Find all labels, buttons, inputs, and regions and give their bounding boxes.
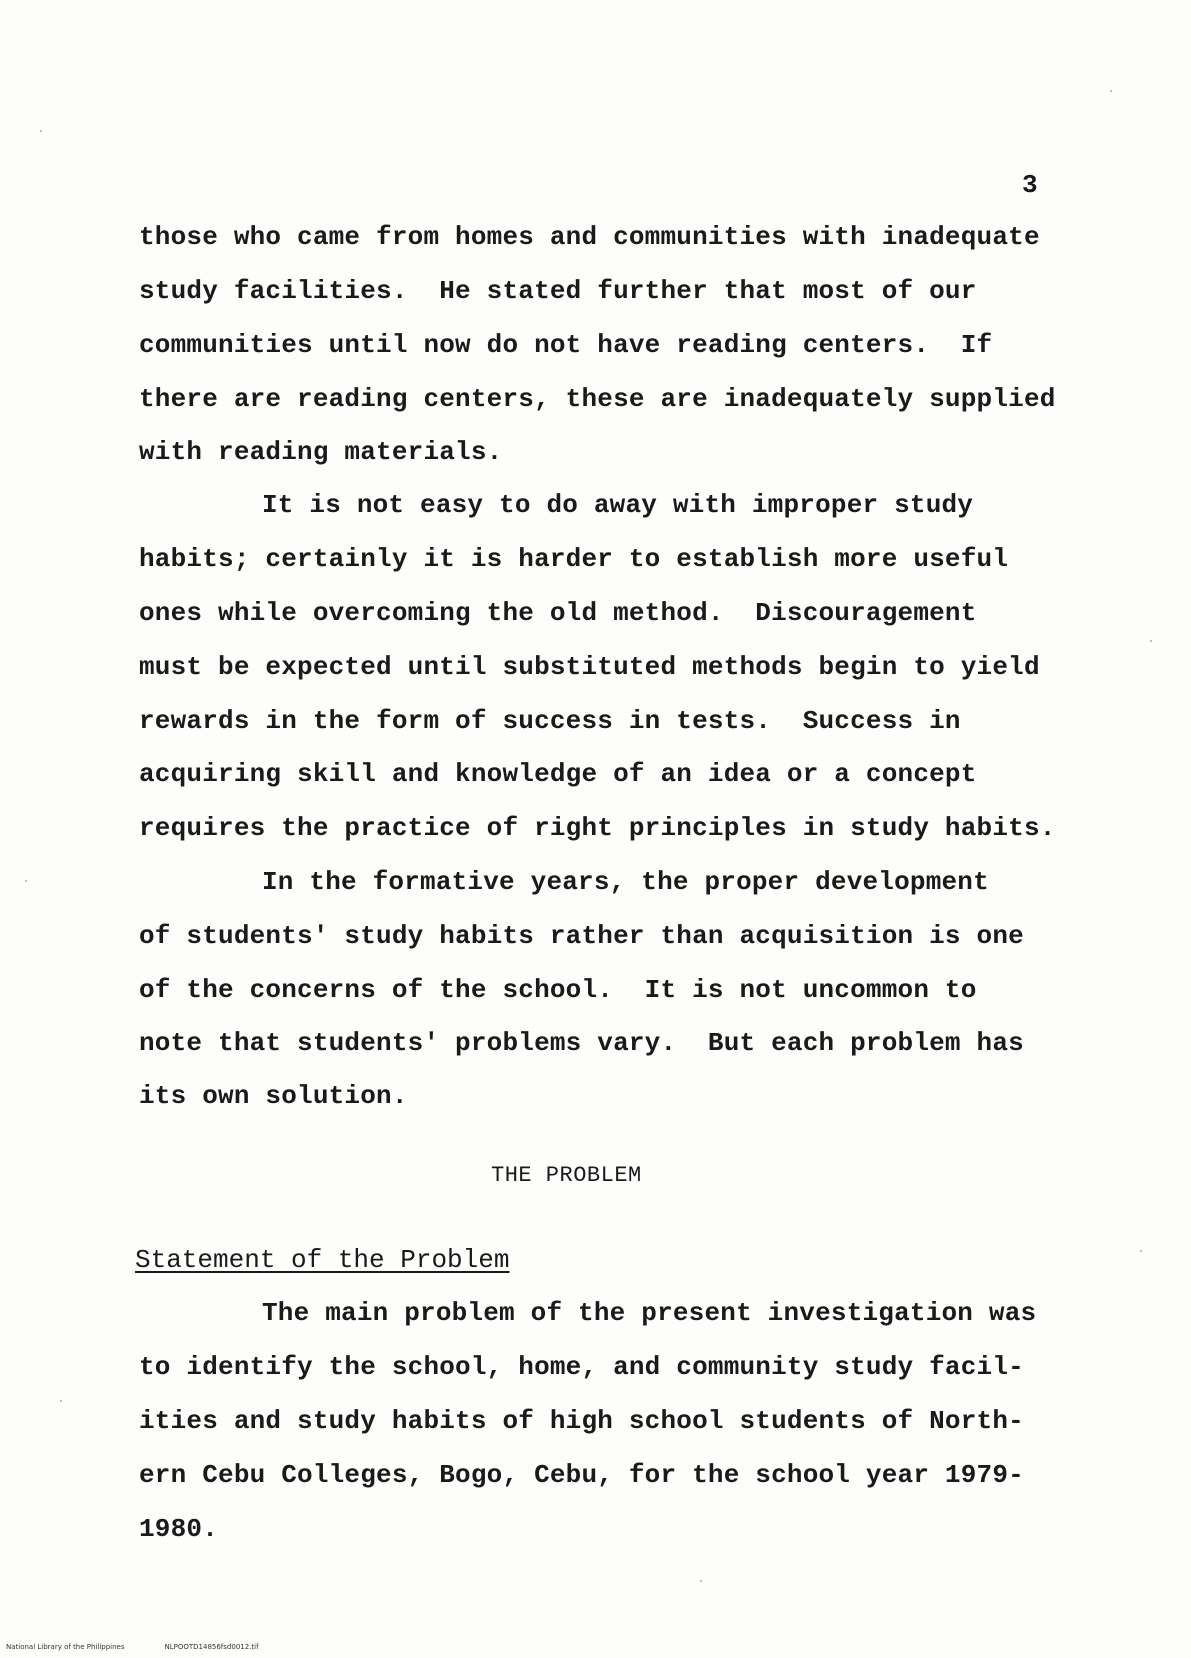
paragraph-2-line: must be expected until substituted methods begin to yield: [139, 652, 1040, 682]
paragraph-2-line: It is not easy to do away with improper study: [262, 490, 974, 520]
scan-speck: [700, 1580, 702, 1582]
paragraph-1-line: communities until now do not have reading centers. If: [139, 330, 993, 360]
paragraph-3-line: In the formative years, the proper development: [262, 867, 989, 897]
scan-speck: [25, 880, 27, 882]
paragraph-4-line: to identify the school, home, and community study facil-: [139, 1352, 1024, 1382]
paragraph-3-line: note that students' problems vary. But each problem has: [139, 1028, 1024, 1058]
paragraph-1-line: those who came from homes and communities with inadequate: [139, 222, 1040, 252]
paragraph-1-line: there are reading centers, these are inadequately supplied: [139, 384, 1056, 414]
scan-speck: [1110, 90, 1112, 92]
paragraph-4-line: ern Cebu Colleges, Bogo, Cebu, for the school year 1979-: [139, 1460, 1024, 1490]
paragraph-2-line: rewards in the form of success in tests. Success in: [139, 706, 961, 736]
paragraph-2-line: habits; certainly it is harder to establish more useful: [139, 544, 1009, 574]
paragraph-3-line: of students' study habits rather than acquisition is one: [139, 921, 1024, 951]
scan-speck: [1140, 1250, 1142, 1252]
footer-file-id: NLPOOTD14856fsd0012.tif: [164, 1643, 259, 1651]
scan-speck: [60, 1400, 62, 1402]
paragraph-2-line: requires the practice of right principles in study habits.: [139, 813, 1056, 843]
paragraph-4-line: ities and study habits of high school students of North-: [139, 1406, 1024, 1436]
section-heading: THE PROBLEM: [491, 1163, 642, 1188]
page-number: 3: [1022, 170, 1038, 200]
paragraph-2-line: ones while overcoming the old method. Discouragement: [139, 598, 977, 628]
subsection-heading: Statement of the Problem: [135, 1245, 510, 1275]
paragraph-4-line: 1980.: [139, 1514, 219, 1544]
scan-speck: [40, 130, 42, 132]
paragraph-2-line: acquiring skill and knowledge of an idea or a concept: [139, 759, 977, 789]
scan-footer: [6, 1643, 299, 1651]
scan-speck: [1150, 640, 1152, 642]
paragraph-1-line: with reading materials.: [139, 437, 503, 467]
paragraph-1-line: study facilities. He stated further that most of our: [139, 276, 977, 306]
paragraph-4-line: The main problem of the present investigation was: [262, 1298, 1037, 1328]
footer-library: National Library of the Philippines: [6, 1643, 125, 1651]
paragraph-3-line: of the concerns of the school. It is not uncommon to: [139, 975, 977, 1005]
paragraph-3-line: its own solution.: [139, 1081, 408, 1111]
